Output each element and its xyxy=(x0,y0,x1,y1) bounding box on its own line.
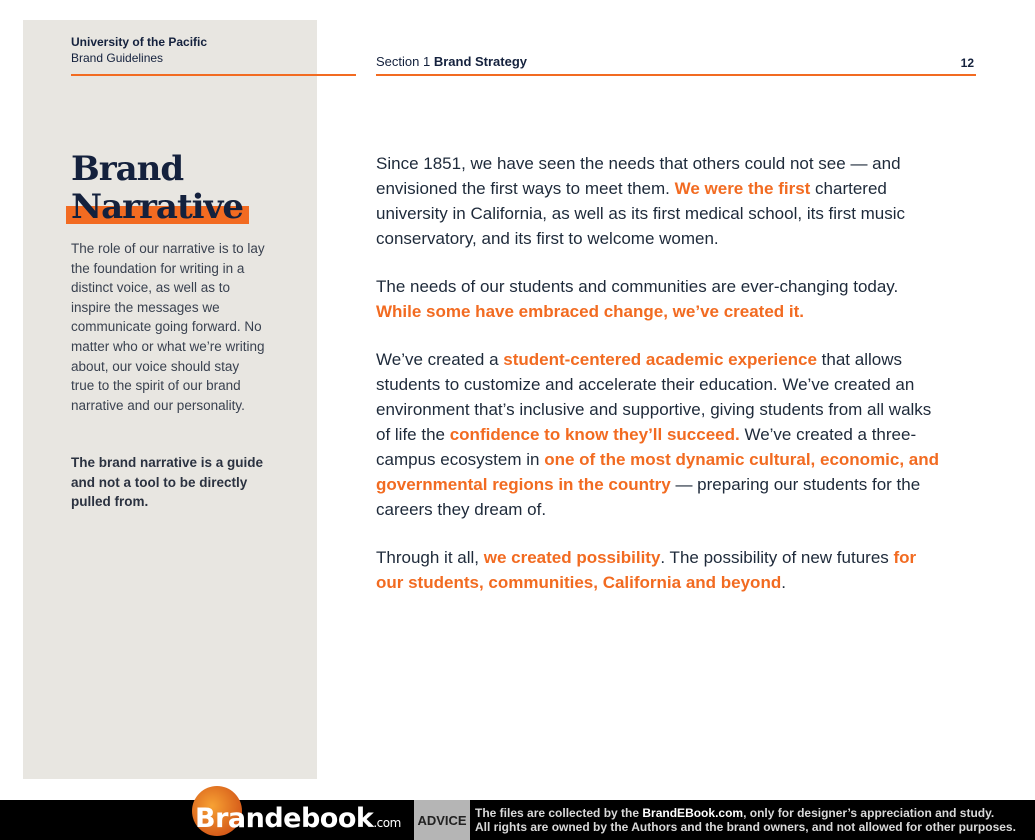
title-line-1: Brand xyxy=(71,149,184,189)
intro-paragraph: The role of our narrative is to lay the foundation for writing in a distinct voice, as well as to inspire the messages we communicate going forward. No matter who or what we’re writing about, our voice should stay true to the spirit of our brand narrative and our personality. xyxy=(71,241,265,413)
narrative-paragraph-3: We’ve created a student-centered academic experience that allows students to customize and accelerate their education. We’ve created an environment that’s inclusive and supportive, giving students from all walks of life the confidence to know they’ll succeed. We’ve created a three-campus ecosystem in one of the most dynamic cultural, economic, and governmental regions in the country — preparing our students for the careers they dream of. xyxy=(376,350,940,519)
narrative-paragraph-1: Since 1851, we have seen the needs that others could not see — and envisioned the first ways to meet them. We were the first chartered university in California, as well as its first medical school, its first music conservatory, and its first to welcome women. xyxy=(376,154,906,248)
section-prefix: Section 1 xyxy=(376,54,431,69)
highlight-text: confidence to know they’ll succeed. xyxy=(449,425,740,444)
usage-note: The brand narrative is a guide and not a tool to be directly pulled from. xyxy=(71,455,264,510)
highlight-text: one of the most dynamic cultural, economic, and governmental regions in the country xyxy=(376,450,940,494)
highlight-text: We were the first xyxy=(674,179,811,198)
header-rule-left xyxy=(71,74,356,76)
narrative-body xyxy=(376,151,941,618)
highlight-text: While some have embraced change, we’ve created it. xyxy=(376,302,805,321)
section-title: Brand Strategy xyxy=(433,54,528,69)
advice-label: ADVICE xyxy=(414,800,470,840)
highlight-text: we created possibility xyxy=(483,548,661,567)
brandebook-link[interactable]: BrandEBook.com xyxy=(642,806,744,820)
narrative-paragraph-4: Through it all, we created possibility. The possibility of new futures for our students, communities, California and beyond. xyxy=(376,548,917,592)
org-name: University of the Pacific xyxy=(71,35,208,49)
header-rule-right xyxy=(376,74,976,76)
highlight-text: student-centered academic experience xyxy=(503,350,817,369)
page-number: 12 xyxy=(960,56,974,70)
highlight-text: for our students, communities, California and beyond xyxy=(376,548,917,592)
title-line-2: Narrative xyxy=(71,187,243,227)
section-label xyxy=(376,54,527,69)
narrative-paragraph-2: The needs of our students and communities are ever-changing today. While some have embraced change, we’ve created it. xyxy=(376,277,899,321)
footer-disclaimer: The files are collected by the BrandEBook.com, only for designer’s appreciation and study. All rights are owned by the Authors and the brand owners, and not allowed for other purposes. xyxy=(475,806,1016,834)
page-title xyxy=(71,150,243,226)
document-name: Brand Guidelines xyxy=(71,51,164,65)
brandebook-logo[interactable]: Brandebook.com xyxy=(195,803,401,834)
